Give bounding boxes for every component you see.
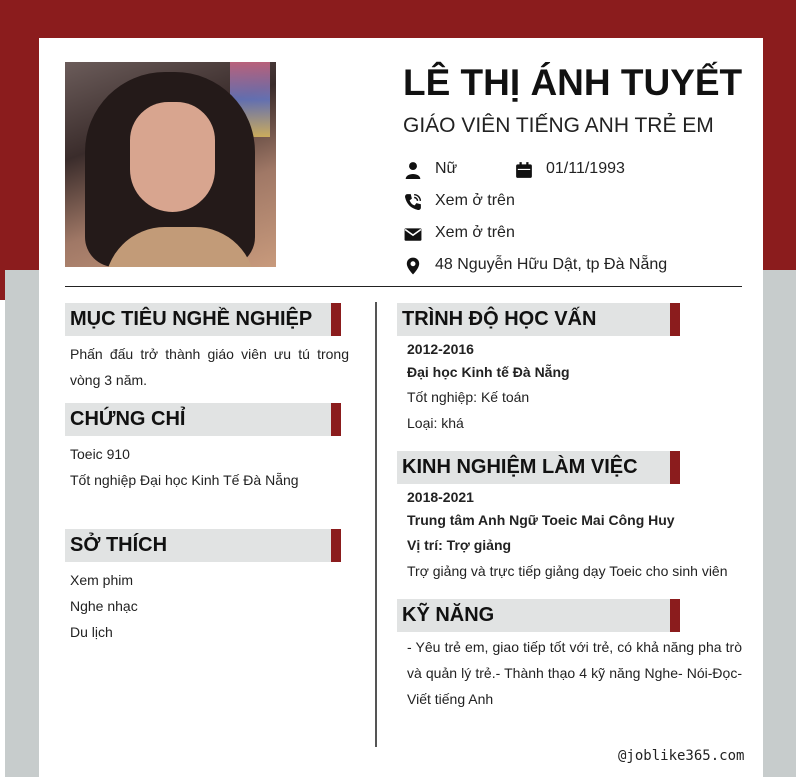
section-experience-title: KINH NGHIỆM LÀM VIỆC xyxy=(402,456,638,478)
candidate-job-title: GIÁO VIÊN TIẾNG ANH TRẺ EM xyxy=(403,114,714,137)
site-watermark: @joblike365.com xyxy=(618,748,745,764)
gender-value: Nữ xyxy=(435,160,458,177)
education-grade: Loại: khá xyxy=(407,415,464,431)
section-skills-title: KỸ NĂNG xyxy=(402,604,495,626)
education-school: Đại học Kinh tế Đà Nẵng xyxy=(407,364,570,380)
objective-text: Phấn đấu trở thành giáo viên ưu tú trong vòng 3 năm. xyxy=(70,346,349,388)
section-experience-header xyxy=(397,451,680,484)
header-divider xyxy=(65,286,742,287)
phone-value: Xem ở trên xyxy=(435,192,515,209)
education-period: 2012-2016 xyxy=(407,341,474,357)
user-icon xyxy=(404,161,422,179)
experience-description: Trợ giảng và trực tiếp giảng dạy Toeic cho sinh viên xyxy=(407,563,728,579)
section-objective-header xyxy=(65,303,341,336)
candidate-name: LÊ THỊ ÁNH TUYẾT xyxy=(403,62,743,103)
address-value: 48 Nguyễn Hữu Dật, tp Đà Nẵng xyxy=(435,256,668,273)
certificate-item: Tốt nghiệp Đại học Kinh Tế Đà Nẵng xyxy=(70,472,299,488)
certificate-item: Toeic 910 xyxy=(70,446,130,462)
birthday-value: 01/11/1993 xyxy=(546,160,625,177)
phone-icon xyxy=(404,193,422,211)
section-certificates-header xyxy=(65,403,341,436)
map-marker-icon xyxy=(404,257,422,275)
section-objective-title: MỤC TIÊU NGHỀ NGHIỆP xyxy=(70,308,313,330)
hobby-item: Du lịch xyxy=(70,624,113,640)
column-divider xyxy=(375,302,377,747)
envelope-icon xyxy=(404,225,422,243)
skills-text: - Yêu trẻ em, giao tiếp tốt với trẻ, có khả năng pha trò và quản lý trẻ.- Thành thạo 4 kỹ năng Nghe- Nói-Đọc-Viết tiếng Anh xyxy=(407,639,742,707)
experience-position: Vị trí: Trợ giảng xyxy=(407,537,512,553)
calendar-icon xyxy=(515,161,533,179)
section-education-header xyxy=(397,303,680,336)
section-education-title: TRÌNH ĐỘ HỌC VẤN xyxy=(402,308,597,330)
experience-period: 2018-2021 xyxy=(407,489,474,505)
email-value: Xem ở trên xyxy=(435,224,515,241)
experience-company: Trung tâm Anh Ngữ Toeic Mai Công Huy xyxy=(407,512,675,528)
section-hobbies-title: SỞ THÍCH xyxy=(70,534,168,556)
section-skills-header xyxy=(397,599,680,632)
hobby-item: Xem phim xyxy=(70,572,134,588)
hobby-item: Nghe nhạc xyxy=(70,598,138,614)
profile-photo xyxy=(65,62,276,267)
section-certificates-title: CHỨNG CHỈ xyxy=(70,408,186,430)
section-hobbies-header xyxy=(65,529,341,562)
education-major: Tốt nghiệp: Kế toán xyxy=(407,389,530,405)
